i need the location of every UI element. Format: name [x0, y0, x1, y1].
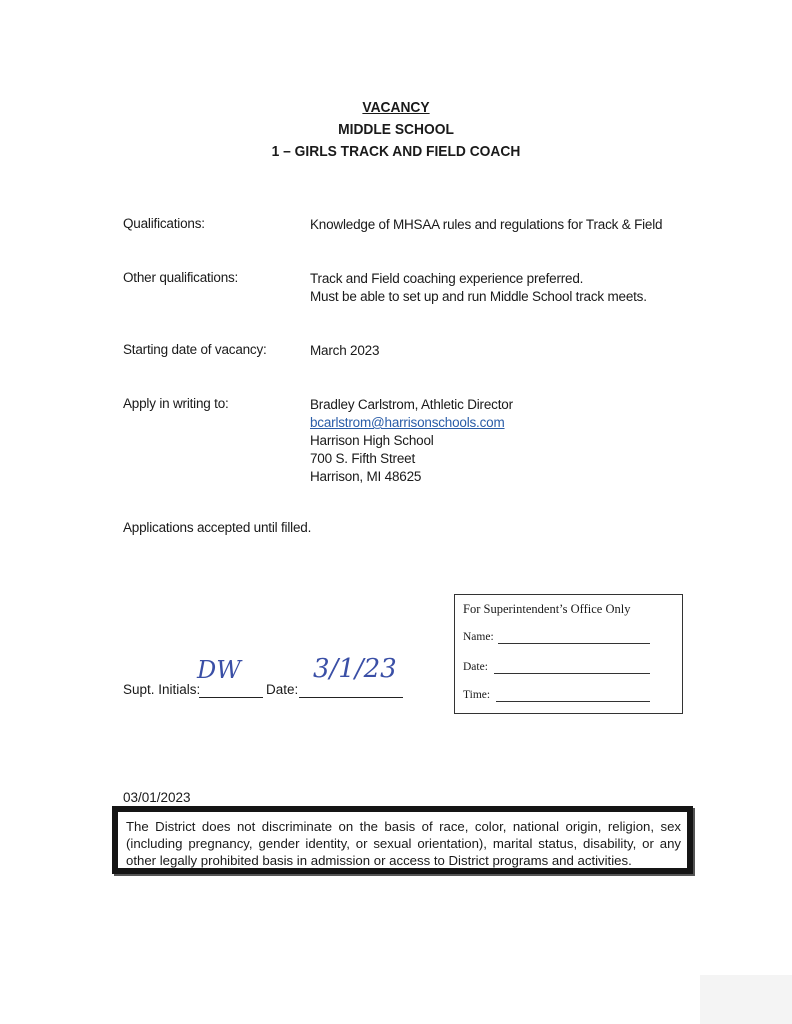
starting-date-value: March 2023	[310, 343, 380, 358]
apply-email-link[interactable]: bcarlstrom@harrisonschools.com	[310, 415, 505, 430]
other-qualifications-value	[310, 270, 647, 306]
office-date-row	[463, 661, 663, 673]
starting-date-label: Starting date of vacancy:	[123, 342, 267, 357]
nondiscrimination-notice: The District does not discriminate on the basis of race, color, national origin, religion, sex (including pregnancy, gender identity, or sexual orientation), marital status, disability, or any other legally prohibited basis in admission or access to District programs and activities.	[112, 806, 693, 874]
title-vacancy: VACANCY	[362, 99, 430, 116]
scan-smudge	[700, 975, 792, 1024]
office-date-label: Date:	[463, 661, 488, 673]
office-time-row	[463, 689, 663, 701]
supt-date-label: Date:	[266, 682, 299, 697]
qualifications-value: Knowledge of MHSAA rules and regulations for Track & Field	[310, 217, 663, 232]
applications-note: Applications accepted until filled.	[123, 520, 312, 535]
office-time-line	[496, 701, 650, 702]
superintendent-office-box	[454, 594, 683, 714]
office-name-line	[498, 643, 650, 644]
office-time-label: Time:	[463, 689, 491, 701]
apply-address	[310, 396, 513, 486]
title-school-level: MIDDLE SCHOOL	[338, 121, 454, 138]
handwritten-initials: DW	[197, 656, 241, 684]
office-name-row	[463, 631, 663, 643]
apply-city: Harrison, MI 48625	[310, 469, 422, 484]
supt-initials-label: Supt. Initials:	[123, 682, 201, 697]
office-name-label: Name:	[463, 631, 494, 643]
signature-row	[123, 654, 423, 702]
apply-contact-name: Bradley Carlstrom, Athletic Director	[310, 397, 513, 412]
title-position: 1 – GIRLS TRACK AND FIELD COACH	[271, 143, 521, 160]
office-date-line	[494, 673, 650, 674]
apply-label: Apply in writing to:	[123, 396, 229, 411]
title-block	[0, 97, 792, 163]
other-qualifications-line-1: Track and Field coaching experience preferred.	[310, 271, 584, 286]
office-box-header: For Superintendent’s Office Only	[463, 602, 631, 616]
handwritten-date: 3/1/23	[313, 654, 397, 684]
document-date: 03/01/2023	[123, 790, 191, 805]
other-qualifications-label: Other qualifications:	[123, 270, 239, 285]
apply-street: 700 S. Fifth Street	[310, 451, 416, 466]
initials-line	[199, 697, 263, 698]
apply-school: Harrison High School	[310, 433, 434, 448]
other-qualifications-line-2: Must be able to set up and run Middle School track meets.	[310, 289, 647, 304]
date-line	[299, 697, 403, 698]
qualifications-label: Qualifications:	[123, 216, 205, 231]
